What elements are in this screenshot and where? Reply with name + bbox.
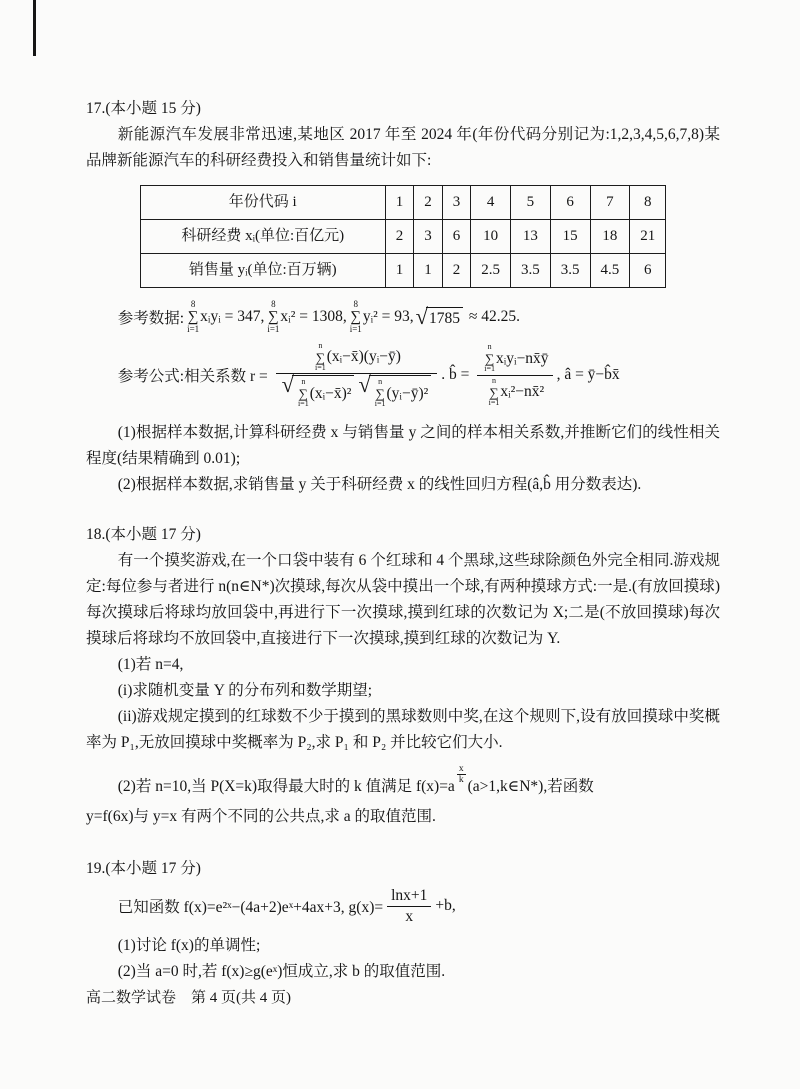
- numerator-expression: (xᵢ−x̄)(yᵢ−ȳ): [326, 348, 401, 366]
- reference-data-line: [86, 300, 720, 335]
- scan-artifact: [33, 0, 36, 56]
- question-17-part2: (2)根据样本数据,求销售量 y 关于科研经费 x 的线性回归方程(â,b̂ 用分数表达).: [117, 475, 642, 493]
- table-cell: 2: [385, 220, 414, 254]
- sigma-icon: ∑: [375, 386, 385, 402]
- row-label-year-code: 年份代码 i: [140, 186, 385, 220]
- sqrt-expression: [358, 372, 431, 409]
- table-cell: 3.5: [511, 254, 551, 288]
- exponent-denominator: k: [458, 775, 464, 786]
- sum-lower-limit: i=1: [484, 364, 495, 374]
- table-cell: 5: [511, 186, 551, 220]
- sum-icon: [315, 342, 326, 373]
- sigma-icon: ∑: [489, 384, 499, 400]
- table-cell: 6: [630, 254, 666, 288]
- question-17-intro: 新能源汽车发展非常迅速,某地区 2017 年至 2024 年(年份代码分别记为:1,2,3,4,5,6,7,8)某品牌新能源汽车的科研经费投入和销售量统计如下:: [86, 126, 720, 169]
- question-18-part2-line1: [86, 763, 720, 804]
- sigma-icon: ∑: [350, 308, 362, 325]
- table-cell: 3.5: [550, 254, 590, 288]
- sum-upper-limit: 8: [190, 299, 196, 309]
- part2-text-mid: (a>1,k∈N*),若函数: [467, 777, 594, 795]
- statistics-table: [140, 185, 667, 288]
- sigma-icon: ∑: [298, 386, 308, 402]
- sqrt-expression: [281, 372, 355, 409]
- table-cell: 4: [471, 186, 511, 220]
- sqrt-approximation: ≈ 42.25.: [464, 308, 520, 326]
- fraction-numerator: [477, 342, 552, 375]
- reference-data-label: 参考数据:: [117, 310, 185, 328]
- sum-lower-limit: i=1: [187, 323, 200, 334]
- table-cell: 1: [385, 186, 414, 220]
- correlation-coefficient-fraction: [276, 341, 438, 410]
- sum-lower-limit: i=1: [267, 323, 280, 334]
- sum-icon: [267, 300, 279, 335]
- exponent-fraction: [457, 764, 466, 787]
- sum-expression: yᵢ² = 93,: [362, 308, 414, 326]
- sum-upper-limit: 8: [353, 299, 359, 309]
- table-row-research-funding: [140, 220, 666, 254]
- sum-upper-limit: n: [301, 377, 306, 387]
- denominator-expression: xᵢ²−nx̄²: [500, 383, 545, 401]
- sigma-icon: ∑: [315, 349, 325, 365]
- sigma-icon: ∑: [187, 308, 199, 325]
- sum-upper-limit: n: [491, 375, 496, 385]
- sqrt-icon: √: [281, 372, 294, 398]
- radicand-expression: (yᵢ−ȳ)²: [386, 384, 429, 402]
- table-cell: 7: [590, 186, 630, 220]
- question-18-part1: (1)若 n=4,: [117, 655, 184, 673]
- question-18-part2-line2: y=f(6x)与 y=x 有两个不同的公共点,求 a 的取值范围.: [86, 807, 436, 825]
- table-cell: 18: [590, 220, 630, 254]
- sum-icon: [350, 300, 362, 335]
- sum-upper-limit: n: [378, 377, 383, 387]
- numerator-expression: lnx+1: [391, 886, 428, 904]
- page-footer: 高二数学试卷 第 4 页(共 4 页): [86, 989, 291, 1006]
- table-row-sales: [140, 254, 666, 288]
- table-cell: 15: [550, 220, 590, 254]
- sqrt-radicand: [292, 375, 354, 409]
- sum-expression: xᵢyᵢ = 347,: [200, 308, 265, 326]
- part2-text-pre: (2)若 n=10,当 P(X=k)取得最大时的 k 值满足 f(x)=a: [117, 777, 455, 795]
- table-cell: 8: [630, 186, 666, 220]
- slope-estimate-fraction: [477, 342, 552, 408]
- table-cell: 2: [442, 254, 471, 288]
- table-cell: 10: [471, 220, 511, 254]
- sum-icon: [489, 377, 500, 408]
- sum-lower-limit: i=1: [374, 399, 386, 409]
- sum-lower-limit: i=1: [488, 397, 500, 407]
- table-cell: 2.5: [471, 254, 511, 288]
- question-18-intro: 有一个摸奖游戏,在一个口袋中装有 6 个红球和 4 个黑球,这些球除颜色外完全相同.游戏规定:每位参与者进行 n(n∈N*)次摸球,每次从袋中摸出一个球,有两种摸球方式:一是.(有放回摸球)每次摸球后将球均放回袋中,再进行下一次摸球,摸到红球的次数记为 X;二是(不放回摸球)每次摸球后将球均不放回袋中,直接进行下一次摸球,摸到红球的次数记为 Y.: [86, 551, 720, 647]
- sigma-icon: ∑: [268, 308, 279, 325]
- g-function-fraction: [387, 886, 431, 927]
- sqrt-icon: √: [415, 303, 428, 329]
- sqrt-expression: [415, 303, 463, 329]
- sum-icon: [484, 343, 495, 374]
- table-cell: 6: [442, 220, 471, 254]
- sum-upper-limit: n: [318, 340, 323, 350]
- sum-icon: [187, 300, 199, 335]
- question-19-part2: (2)当 a=0 时,若 f(x)≥g(eˣ)恒成立,求 b 的取值范围.: [117, 962, 446, 980]
- table-cell: 6: [550, 186, 590, 220]
- formula-separator: . b̂ =: [441, 366, 474, 384]
- table-cell: 13: [511, 220, 551, 254]
- question-18-header: 18.(本小题 17 分): [86, 525, 201, 543]
- question-17-header: 17.(本小题 15 分): [86, 100, 201, 117]
- sqrt-radicand: [369, 375, 431, 409]
- denominator-expression: x: [405, 907, 414, 925]
- numerator-expression: xᵢyᵢ−nx̄ȳ: [496, 349, 549, 367]
- table-cell: 1: [414, 254, 443, 288]
- given-functions-post: +b,: [435, 897, 456, 915]
- radicand-expression: (xᵢ−x̄)²: [309, 384, 352, 402]
- fraction-denominator: [387, 906, 431, 927]
- reference-formula-line: [86, 341, 720, 410]
- question-19-header: 19.(本小题 17 分): [86, 859, 201, 877]
- question-17: [86, 96, 720, 498]
- row-label-sales: 销售量 yᵢ(单位:百万辆): [140, 254, 385, 288]
- table-cell: 1: [385, 254, 414, 288]
- sum-icon: [375, 378, 386, 409]
- fraction-denominator: [276, 373, 438, 410]
- table-cell: 4.5: [590, 254, 630, 288]
- fraction-numerator: [276, 341, 438, 374]
- sum-upper-limit: n: [487, 342, 492, 352]
- question-17-part1: (1)根据样本数据,计算科研经费 x 与销售量 y 之间的样本相关系数,并推断它们的线性相关程度(结果精确到 0.01);: [86, 423, 720, 467]
- sum-expression: xᵢ² = 1308,: [280, 308, 347, 326]
- sum-icon: [298, 378, 309, 409]
- table-row-year-code: [140, 186, 666, 220]
- table-cell: 21: [630, 220, 666, 254]
- question-18: [86, 522, 720, 830]
- sum-upper-limit: 8: [271, 299, 276, 309]
- question-19: [86, 856, 720, 985]
- question-18-part1-i: (i)求随机变量 Y 的分布列和数学期望;: [117, 681, 373, 699]
- fraction-numerator: [387, 886, 431, 906]
- row-label-research-funding: 科研经费 xᵢ(单位:百亿元): [140, 220, 385, 254]
- sum-lower-limit: i=1: [297, 399, 309, 409]
- question-18-part1-ii: (ii)游戏规定摸到的红球数不少于摸到的黑球数则中奖,在这个规则下,设有放回摸球中奖概率为 P₁,无放回摸球中奖概率为 P₂,求 P₁ 和 P₂ 并比较它们大小.: [86, 707, 720, 751]
- sum-lower-limit: i=1: [349, 323, 362, 334]
- sqrt-radicand: 1785: [426, 307, 463, 328]
- given-functions-pre: 已知函数 f(x)=e²ˣ−(4a+2)eˣ+4ax+3, g(x)=: [117, 899, 384, 917]
- sigma-icon: ∑: [484, 351, 495, 367]
- fraction-denominator: [477, 375, 552, 409]
- intercept-formula: , â = ȳ−b̂x̄: [556, 366, 620, 384]
- sum-lower-limit: i=1: [314, 362, 326, 372]
- table-cell: 3: [414, 220, 443, 254]
- question-19-given-line: [86, 886, 720, 927]
- table-cell: 3: [442, 186, 471, 220]
- exponent-numerator: x: [458, 763, 464, 774]
- reference-formula-label: 参考公式:相关系数 r =: [117, 368, 272, 386]
- question-19-part1: (1)讨论 f(x)的单调性;: [117, 936, 261, 954]
- table-cell: 2: [414, 186, 443, 220]
- sqrt-icon: √: [358, 372, 371, 398]
